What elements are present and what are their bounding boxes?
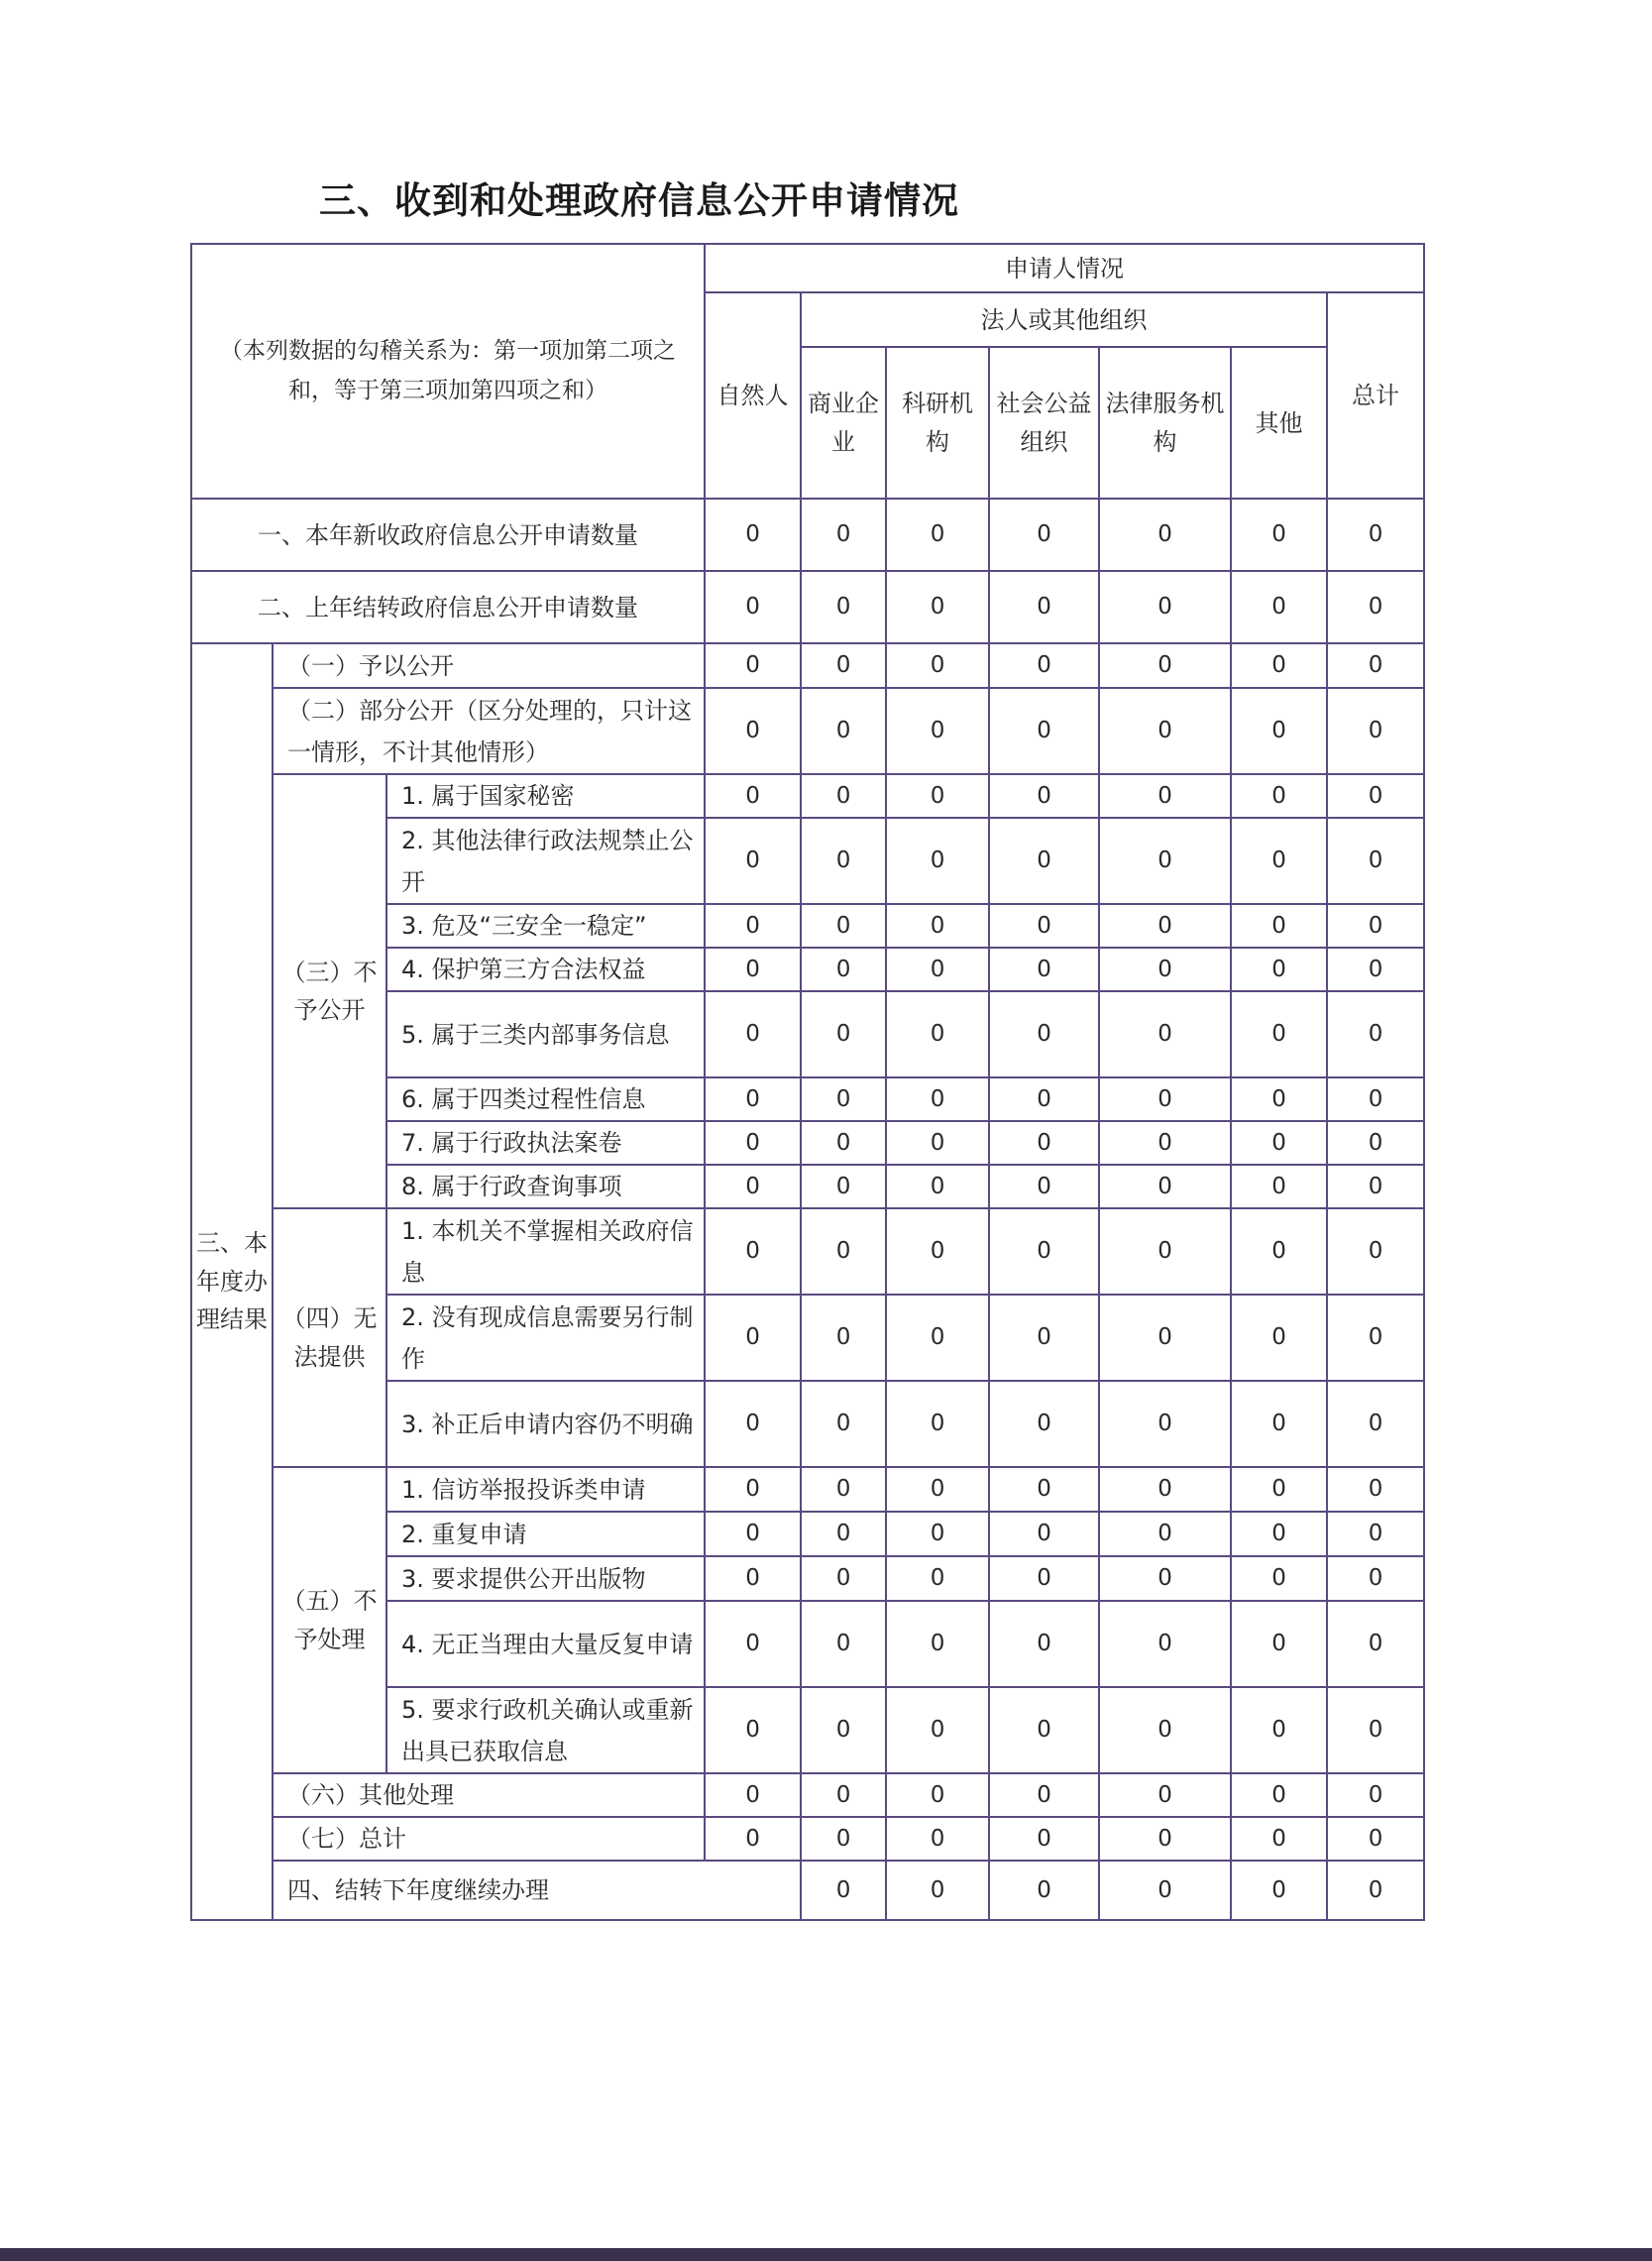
header-total: 总计 — [1327, 292, 1424, 499]
value-cell: 0 — [1231, 904, 1327, 948]
header-other: 其他 — [1231, 347, 1327, 499]
value-cell: 0 — [989, 818, 1099, 904]
value-cell: 0 — [886, 571, 989, 643]
value-cell: 0 — [801, 1817, 886, 1861]
value-cell: 0 — [1099, 1077, 1231, 1121]
row-label-not-held: 1. 本机关不掌握相关政府信息 — [386, 1208, 705, 1295]
value-cell: 0 — [1231, 1512, 1327, 1556]
value-cell: 0 — [705, 818, 801, 904]
row-label-partial: （二）部分公开（区分处理的，只计这一情形，不计其他情形） — [273, 688, 705, 774]
value-cell: 0 — [801, 1512, 886, 1556]
value-cell: 0 — [989, 1773, 1099, 1817]
table-row — [191, 1817, 1424, 1861]
value-cell: 0 — [989, 643, 1099, 688]
table-row — [191, 571, 1424, 643]
value-cell: 0 — [886, 1467, 989, 1512]
value-cell: 0 — [886, 904, 989, 948]
value-cell: 0 — [705, 1381, 801, 1467]
value-cell: 0 — [705, 1121, 801, 1165]
value-cell: 0 — [801, 1861, 886, 1920]
value-cell: 0 — [801, 1077, 886, 1121]
value-cell: 0 — [886, 1381, 989, 1467]
value-cell: 0 — [1327, 1601, 1424, 1687]
value-cell: 0 — [886, 1817, 989, 1861]
value-cell: 0 — [1327, 571, 1424, 643]
value-cell: 0 — [801, 1467, 886, 1512]
value-cell: 0 — [1231, 1817, 1327, 1861]
value-cell: 0 — [1327, 1817, 1424, 1861]
value-cell: 0 — [1231, 1467, 1327, 1512]
value-cell: 0 — [705, 1467, 801, 1512]
value-cell: 0 — [1327, 1121, 1424, 1165]
value-cell: 0 — [1231, 991, 1327, 1077]
row-label-total: （七）总计 — [273, 1817, 705, 1861]
value-cell: 0 — [989, 1121, 1099, 1165]
section-title: 三、收到和处理政府信息公开申请情况 — [319, 179, 959, 222]
table-row — [191, 1208, 1424, 1295]
value-cell: 0 — [886, 991, 989, 1077]
value-cell: 0 — [1231, 1077, 1327, 1121]
value-cell: 0 — [1231, 948, 1327, 991]
value-cell: 0 — [886, 1121, 989, 1165]
value-cell: 0 — [705, 1295, 801, 1381]
value-cell: 0 — [1099, 1556, 1231, 1601]
value-cell: 0 — [1099, 1381, 1231, 1467]
value-cell: 0 — [1327, 1861, 1424, 1920]
header-applicant: 申请人情况 — [705, 244, 1424, 292]
value-cell: 0 — [801, 571, 886, 643]
value-cell: 0 — [705, 688, 801, 774]
subgroup-label-not-disclosed: （三）不予公开 — [273, 774, 386, 1208]
value-cell: 0 — [1099, 1861, 1231, 1920]
value-cell: 0 — [989, 1687, 1099, 1773]
value-cell: 0 — [886, 1556, 989, 1601]
value-cell: 0 — [1327, 1381, 1424, 1467]
row-label-next-year: 四、结转下年度继续办理 — [273, 1861, 801, 1920]
header-natural-person: 自然人 — [705, 292, 801, 499]
value-cell: 0 — [886, 1601, 989, 1687]
value-cell: 0 — [1099, 1121, 1231, 1165]
value-cell: 0 — [801, 1381, 886, 1467]
header-legal-service: 法律服务机构 — [1099, 347, 1231, 499]
value-cell: 0 — [705, 499, 801, 571]
value-cell: 0 — [705, 991, 801, 1077]
row-label-query-matter: 8. 属于行政查询事项 — [386, 1165, 705, 1208]
value-cell: 0 — [1327, 1295, 1424, 1381]
row-label-law-prohibited: 2. 其他法律行政法规禁止公开 — [386, 818, 705, 904]
value-cell: 0 — [886, 1208, 989, 1295]
header-research: 科研机构 — [886, 347, 989, 499]
value-cell: 0 — [886, 774, 989, 818]
value-cell: 0 — [1099, 1773, 1231, 1817]
value-cell: 0 — [801, 1601, 886, 1687]
value-cell: 0 — [705, 904, 801, 948]
value-cell: 0 — [1327, 688, 1424, 774]
value-cell: 0 — [1231, 1121, 1327, 1165]
value-cell: 0 — [1231, 774, 1327, 818]
value-cell: 0 — [886, 1077, 989, 1121]
header-legal-group: 法人或其他组织 — [801, 292, 1327, 347]
value-cell: 0 — [989, 1512, 1099, 1556]
value-cell: 0 — [1231, 1601, 1327, 1687]
table-row — [191, 499, 1424, 571]
row-label-public: （一）予以公开 — [273, 643, 705, 688]
value-cell: 0 — [1231, 1165, 1327, 1208]
value-cell: 0 — [989, 571, 1099, 643]
scan-edge — [0, 2248, 1652, 2261]
header-note: （本列数据的勾稽关系为：第一项加第二项之和，等于第三项加第四项之和） — [191, 244, 705, 499]
value-cell: 0 — [801, 1295, 886, 1381]
value-cell: 0 — [886, 1165, 989, 1208]
value-cell: 0 — [1231, 1381, 1327, 1467]
value-cell: 0 — [1099, 1817, 1231, 1861]
value-cell: 0 — [1099, 774, 1231, 818]
value-cell: 0 — [705, 1077, 801, 1121]
value-cell: 0 — [989, 688, 1099, 774]
value-cell: 0 — [801, 1208, 886, 1295]
value-cell: 0 — [1099, 1208, 1231, 1295]
disclosure-table — [190, 243, 1425, 1921]
value-cell: 0 — [886, 499, 989, 571]
value-cell: 0 — [1099, 1467, 1231, 1512]
value-cell: 0 — [1231, 818, 1327, 904]
row-label-state-secret: 1. 属于国家秘密 — [386, 774, 705, 818]
value-cell: 0 — [801, 818, 886, 904]
value-cell: 0 — [886, 818, 989, 904]
value-cell: 0 — [1327, 818, 1424, 904]
value-cell: 0 — [1327, 774, 1424, 818]
value-cell: 0 — [801, 1687, 886, 1773]
value-cell: 0 — [886, 948, 989, 991]
value-cell: 0 — [989, 948, 1099, 991]
value-cell: 0 — [989, 1077, 1099, 1121]
value-cell: 0 — [989, 1295, 1099, 1381]
value-cell: 0 — [989, 1556, 1099, 1601]
value-cell: 0 — [1099, 571, 1231, 643]
value-cell: 0 — [705, 1601, 801, 1687]
row-label-carryover: 二、上年结转政府信息公开申请数量 — [191, 571, 705, 643]
subgroup-label-unavailable: （四）无法提供 — [273, 1208, 386, 1467]
value-cell: 0 — [705, 1773, 801, 1817]
value-cell: 0 — [801, 1121, 886, 1165]
value-cell: 0 — [989, 1165, 1099, 1208]
value-cell: 0 — [1327, 1165, 1424, 1208]
value-cell: 0 — [705, 1208, 801, 1295]
value-cell: 0 — [1099, 948, 1231, 991]
value-cell: 0 — [801, 948, 886, 991]
row-label-other: （六）其他处理 — [273, 1773, 705, 1817]
value-cell: 0 — [989, 1467, 1099, 1512]
value-cell: 0 — [1231, 1773, 1327, 1817]
value-cell: 0 — [801, 1773, 886, 1817]
group-label-results: 三、本年度办理结果 — [191, 643, 273, 1920]
value-cell: 0 — [1099, 499, 1231, 571]
value-cell: 0 — [886, 688, 989, 774]
value-cell: 0 — [1327, 643, 1424, 688]
value-cell: 0 — [1231, 1861, 1327, 1920]
value-cell: 0 — [705, 1556, 801, 1601]
value-cell: 0 — [801, 688, 886, 774]
value-cell: 0 — [705, 1165, 801, 1208]
value-cell: 0 — [705, 774, 801, 818]
value-cell: 0 — [886, 1512, 989, 1556]
value-cell: 0 — [886, 1773, 989, 1817]
value-cell: 0 — [1327, 499, 1424, 571]
row-label-repeated: 4. 无正当理由大量反复申请 — [386, 1601, 705, 1687]
row-label-duplicate: 2. 重复申请 — [386, 1512, 705, 1556]
value-cell: 0 — [989, 1601, 1099, 1687]
table-row — [191, 774, 1424, 818]
value-cell: 0 — [1099, 1687, 1231, 1773]
value-cell: 0 — [705, 643, 801, 688]
value-cell: 0 — [989, 774, 1099, 818]
value-cell: 0 — [886, 643, 989, 688]
row-label-needs-production: 2. 没有现成信息需要另行制作 — [386, 1295, 705, 1381]
value-cell: 0 — [1327, 1773, 1424, 1817]
value-cell: 0 — [1231, 571, 1327, 643]
row-label-publications: 3. 要求提供公开出版物 — [386, 1556, 705, 1601]
value-cell: 0 — [801, 499, 886, 571]
value-cell: 0 — [1099, 688, 1231, 774]
table-row — [191, 1861, 1424, 1920]
row-label-third-party: 4. 保护第三方合法权益 — [386, 948, 705, 991]
value-cell: 0 — [1099, 1601, 1231, 1687]
value-cell: 0 — [1231, 1687, 1327, 1773]
value-cell: 0 — [1099, 991, 1231, 1077]
value-cell: 0 — [801, 991, 886, 1077]
value-cell: 0 — [1099, 1295, 1231, 1381]
header-commercial: 商业企业 — [801, 347, 886, 499]
value-cell: 0 — [1327, 991, 1424, 1077]
value-cell: 0 — [1327, 948, 1424, 991]
value-cell: 0 — [1231, 1208, 1327, 1295]
value-cell: 0 — [1231, 688, 1327, 774]
value-cell: 0 — [1231, 1556, 1327, 1601]
value-cell: 0 — [705, 1817, 801, 1861]
row-label-petition: 1. 信访举报投诉类申请 — [386, 1467, 705, 1512]
table-row — [191, 1467, 1424, 1512]
value-cell: 0 — [1099, 1165, 1231, 1208]
row-label-unclear-request: 3. 补正后申请内容仍不明确 — [386, 1381, 705, 1467]
value-cell: 0 — [705, 948, 801, 991]
table-row — [191, 643, 1424, 688]
subgroup-label-not-processed: （五）不予处理 — [273, 1467, 386, 1773]
value-cell: 0 — [1099, 643, 1231, 688]
value-cell: 0 — [1327, 1077, 1424, 1121]
row-label-confirm-info: 5. 要求行政机关确认或重新出具已获取信息 — [386, 1687, 705, 1773]
value-cell: 0 — [1099, 904, 1231, 948]
value-cell: 0 — [989, 991, 1099, 1077]
value-cell: 0 — [1327, 1512, 1424, 1556]
value-cell: 0 — [989, 1208, 1099, 1295]
value-cell: 0 — [1327, 1687, 1424, 1773]
value-cell: 0 — [1327, 1208, 1424, 1295]
value-cell: 0 — [1231, 1295, 1327, 1381]
value-cell: 0 — [801, 1556, 886, 1601]
value-cell: 0 — [705, 571, 801, 643]
value-cell: 0 — [705, 1512, 801, 1556]
header-social: 社会公益组织 — [989, 347, 1099, 499]
row-label-three-security: 3. 危及“三安全一稳定” — [386, 904, 705, 948]
value-cell: 0 — [989, 499, 1099, 571]
value-cell: 0 — [989, 904, 1099, 948]
row-label-process-info: 6. 属于四类过程性信息 — [386, 1077, 705, 1121]
table-row — [191, 1773, 1424, 1817]
value-cell: 0 — [989, 1861, 1099, 1920]
value-cell: 0 — [989, 1381, 1099, 1467]
table-row — [191, 688, 1424, 774]
value-cell: 0 — [1327, 904, 1424, 948]
value-cell: 0 — [801, 774, 886, 818]
value-cell: 0 — [1231, 499, 1327, 571]
value-cell: 0 — [801, 643, 886, 688]
value-cell: 0 — [1327, 1556, 1424, 1601]
value-cell: 0 — [1099, 1512, 1231, 1556]
value-cell: 0 — [886, 1295, 989, 1381]
value-cell: 0 — [989, 1817, 1099, 1861]
value-cell: 0 — [801, 1165, 886, 1208]
value-cell: 0 — [705, 1687, 801, 1773]
value-cell: 0 — [1231, 643, 1327, 688]
value-cell: 0 — [801, 904, 886, 948]
row-label-enforcement-file: 7. 属于行政执法案卷 — [386, 1121, 705, 1165]
value-cell: 0 — [886, 1861, 989, 1920]
value-cell: 0 — [1099, 818, 1231, 904]
row-label-internal-affairs: 5. 属于三类内部事务信息 — [386, 991, 705, 1077]
value-cell: 0 — [1327, 1467, 1424, 1512]
value-cell: 0 — [886, 1687, 989, 1773]
row-label-new: 一、本年新收政府信息公开申请数量 — [191, 499, 705, 571]
